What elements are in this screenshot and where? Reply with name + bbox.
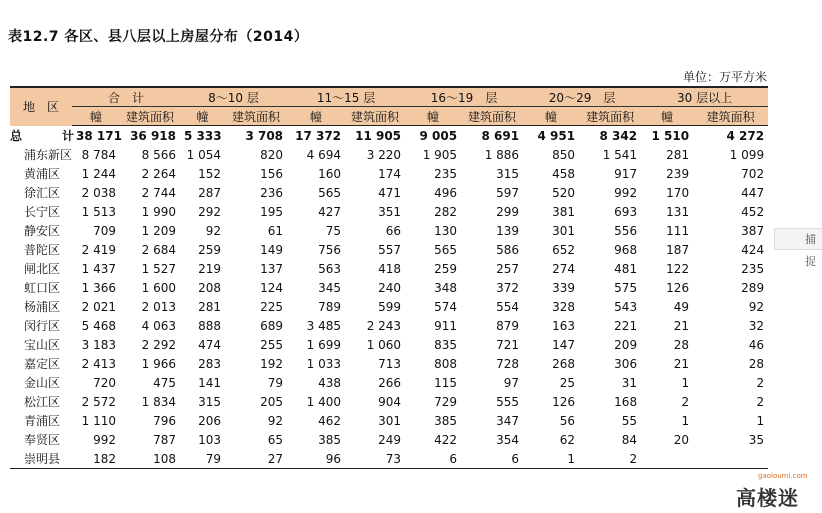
building-count-cell: 259 xyxy=(198,242,222,257)
building-count-cell: 808 xyxy=(434,356,458,371)
floor-area-cell: 28 xyxy=(748,356,765,371)
building-count-cell: 992 xyxy=(93,432,116,447)
building-count-cell: 292 xyxy=(198,204,222,219)
table-row xyxy=(10,392,768,411)
floor-area-cell: 124 xyxy=(260,280,284,295)
floor-area-cell: 475 xyxy=(153,375,177,390)
building-count-cell: 652 xyxy=(552,242,576,257)
floor-area-cell: 2 xyxy=(756,394,765,409)
table-row xyxy=(10,164,768,183)
floor-area-cell: 2 264 xyxy=(141,166,177,181)
building-count-cell: 49 xyxy=(673,299,690,314)
floor-area-cell: 11 905 xyxy=(355,128,402,143)
floor-area-cell: 2 243 xyxy=(366,318,402,333)
building-count-cell: 141 xyxy=(198,375,222,390)
building-count-cell: 835 xyxy=(434,337,458,352)
floor-area-cell: 3 220 xyxy=(366,147,402,162)
floor-area-cell: 55 xyxy=(621,413,638,428)
building-count-cell: 1 366 xyxy=(81,280,116,295)
floor-area-cell: 4 063 xyxy=(141,318,177,333)
region-name: 浦东新区 xyxy=(24,148,73,162)
table-row xyxy=(10,354,768,373)
floor-area-cell: 31 xyxy=(621,375,638,390)
building-count-cell: 496 xyxy=(434,185,458,200)
building-count-cell: 438 xyxy=(318,375,342,390)
building-count-cell: 96 xyxy=(287,449,345,469)
floor-area-cell: 209 xyxy=(614,337,638,352)
building-count-cell: 122 xyxy=(666,261,690,276)
floor-area-cell: 240 xyxy=(378,280,402,295)
floor-area-cell: 728 xyxy=(496,356,520,371)
side-capture-tab[interactable]: 捕捉 xyxy=(774,228,822,250)
building-count-cell: 563 xyxy=(318,261,342,276)
floor-area-cell: 221 xyxy=(614,318,638,333)
floor-area-cell: 97 xyxy=(503,375,520,390)
floor-area-cell: 2 684 xyxy=(141,242,177,257)
group-header: 合 计 xyxy=(72,87,180,107)
table-row xyxy=(10,297,768,316)
floor-area-cell: 917 xyxy=(614,166,638,181)
floor-area-cell: 556 xyxy=(614,223,638,238)
floor-area-cell: 424 xyxy=(741,242,765,257)
sub-header-count: 幢 xyxy=(523,107,579,126)
group-header: 8～10 层 xyxy=(180,87,287,107)
floor-area-cell: 721 xyxy=(496,337,520,352)
sub-header-count: 幢 xyxy=(405,107,461,126)
floor-area-cell: 92 xyxy=(748,299,765,314)
building-count-cell: 4 951 xyxy=(537,128,576,143)
floor-area-cell: 347 xyxy=(496,413,520,428)
building-count-cell: 38 171 xyxy=(76,128,122,143)
floor-area-cell: 108 xyxy=(120,449,180,469)
building-count-cell: 1 699 xyxy=(306,337,342,352)
building-count-cell: 385 xyxy=(434,413,458,428)
floor-area-cell: 1 834 xyxy=(141,394,177,409)
building-count-cell: 9 005 xyxy=(419,128,458,143)
floor-area-cell: 447 xyxy=(741,185,765,200)
floor-area-cell: 32 xyxy=(748,318,765,333)
building-count-cell: 268 xyxy=(552,356,576,371)
floor-area-cell: 299 xyxy=(496,204,520,219)
floor-area-cell: 139 xyxy=(496,223,520,238)
building-count-cell: 2 021 xyxy=(81,299,116,314)
region-name: 青浦区 xyxy=(24,414,61,428)
building-count-cell: 21 xyxy=(673,318,690,333)
building-count-cell: 520 xyxy=(552,185,576,200)
region-name: 嘉定区 xyxy=(24,357,61,371)
table-row xyxy=(10,373,768,392)
building-count-cell: 2 419 xyxy=(81,242,116,257)
floor-area-cell: 192 xyxy=(260,356,284,371)
building-count-cell: 6 xyxy=(405,449,461,469)
building-count-cell: 474 xyxy=(198,337,222,352)
building-count-cell: 17 372 xyxy=(295,128,342,143)
building-count-cell: 315 xyxy=(198,394,222,409)
floor-area-cell: 1 060 xyxy=(366,337,402,352)
group-header: 30 层以上 xyxy=(641,87,768,107)
building-count-cell: 850 xyxy=(552,147,576,162)
building-count-cell: 287 xyxy=(198,185,222,200)
floor-area-cell: 481 xyxy=(614,261,638,276)
building-count-cell: 1 xyxy=(523,449,579,469)
floor-area-cell: 255 xyxy=(260,337,284,352)
building-count-cell: 1 905 xyxy=(422,147,458,162)
building-count-cell: 281 xyxy=(198,299,222,314)
floor-area-cell: 575 xyxy=(614,280,638,295)
sub-header-area: 建筑面积 xyxy=(120,107,180,126)
floor-area-cell: 372 xyxy=(496,280,520,295)
building-count-cell: 462 xyxy=(318,413,342,428)
building-count-cell: 163 xyxy=(552,318,576,333)
building-count-cell: 381 xyxy=(552,204,576,219)
table-row xyxy=(10,240,768,259)
floor-area-cell: 236 xyxy=(260,185,284,200)
building-count-cell: 160 xyxy=(318,166,342,181)
floor-area-cell: 713 xyxy=(378,356,402,371)
floor-area-cell: 6 xyxy=(461,449,523,469)
region-name: 松江区 xyxy=(24,395,61,409)
floor-area-cell: 66 xyxy=(385,223,402,238)
floor-area-cell: 992 xyxy=(614,185,638,200)
building-count-cell: 219 xyxy=(198,261,222,276)
building-count-cell: 79 xyxy=(180,449,225,469)
building-count-cell: 888 xyxy=(198,318,222,333)
building-count-cell: 282 xyxy=(434,204,458,219)
floor-area-cell: 796 xyxy=(153,413,177,428)
building-count-cell: 2 572 xyxy=(81,394,116,409)
floor-area-cell: 387 xyxy=(741,223,765,238)
building-count-cell: 301 xyxy=(552,223,576,238)
building-count-cell: 565 xyxy=(434,242,458,257)
building-count-cell: 283 xyxy=(198,356,222,371)
building-count-cell: 75 xyxy=(325,223,342,238)
floor-area-cell: 693 xyxy=(614,204,638,219)
floor-area-cell: 249 xyxy=(378,432,402,447)
group-header: 20～29 层 xyxy=(523,87,641,107)
floor-area-cell: 452 xyxy=(741,204,765,219)
table-row xyxy=(10,221,768,240)
building-count-cell: 208 xyxy=(198,280,222,295)
table-row xyxy=(10,335,768,354)
floor-area-cell: 46 xyxy=(748,337,765,352)
floor-area-cell: 225 xyxy=(260,299,284,314)
floor-area-cell: 205 xyxy=(260,394,284,409)
floor-area-cell: 36 918 xyxy=(130,128,177,143)
building-count-cell: 385 xyxy=(318,432,342,447)
region-name: 静安区 xyxy=(24,224,61,238)
building-count-cell: 574 xyxy=(434,299,458,314)
floor-area-cell: 195 xyxy=(260,204,284,219)
building-count-cell: 339 xyxy=(552,280,576,295)
total-row xyxy=(10,126,768,146)
floor-area-cell: 418 xyxy=(378,261,402,276)
building-count-cell: 92 xyxy=(205,223,222,238)
region-name: 长宁区 xyxy=(24,205,61,219)
floor-area-cell: 174 xyxy=(378,166,402,181)
unit-label: 单位：万平方米 xyxy=(683,70,768,84)
building-count-cell: 8 784 xyxy=(81,147,116,162)
building-count-cell: 2 xyxy=(681,394,690,409)
region-name: 崇明县 xyxy=(10,449,72,469)
building-count-cell: 1 437 xyxy=(81,261,116,276)
region-name: 宝山区 xyxy=(24,338,61,352)
floor-area-cell: 1 099 xyxy=(729,147,765,162)
building-count-cell: 187 xyxy=(666,242,690,257)
floor-area-cell: 168 xyxy=(614,394,638,409)
floor-area-cell: 315 xyxy=(496,166,520,181)
building-count-cell: 328 xyxy=(552,299,576,314)
sub-header-count: 幢 xyxy=(641,107,693,126)
floor-area-cell: 1 541 xyxy=(602,147,638,162)
building-count-cell: 729 xyxy=(434,394,458,409)
building-count-cell: 235 xyxy=(434,166,458,181)
floor-area-cell: 3 708 xyxy=(245,128,284,143)
building-count-cell: 111 xyxy=(666,223,690,238)
sub-header-area: 建筑面积 xyxy=(461,107,523,126)
building-count-cell: 21 xyxy=(673,356,690,371)
building-count-cell: 28 xyxy=(673,337,690,352)
region-name: 杨浦区 xyxy=(24,300,61,314)
region-name: 闵行区 xyxy=(24,319,61,333)
floor-area-cell: 904 xyxy=(378,394,402,409)
building-count-cell: 911 xyxy=(434,318,458,333)
housing-table xyxy=(10,86,768,469)
building-count-cell: 1 110 xyxy=(81,413,116,428)
sub-header-area: 建筑面积 xyxy=(579,107,641,126)
table-row xyxy=(10,411,768,430)
sub-header-count: 幢 xyxy=(180,107,225,126)
building-count-cell: 182 xyxy=(72,449,120,469)
region-name: 黄浦区 xyxy=(24,167,61,181)
floor-area-cell: 820 xyxy=(260,147,284,162)
table-row xyxy=(10,316,768,335)
table-row xyxy=(10,430,768,449)
floor-area-cell: 79 xyxy=(267,375,284,390)
floor-area-cell: 1 209 xyxy=(141,223,177,238)
building-count-cell: 1 400 xyxy=(306,394,342,409)
building-count-cell: 2 038 xyxy=(81,185,116,200)
building-count-cell: 458 xyxy=(552,166,576,181)
floor-area-cell: 65 xyxy=(267,432,284,447)
building-count-cell: 348 xyxy=(434,280,458,295)
building-count-cell: 1 513 xyxy=(81,204,116,219)
building-count-cell: 239 xyxy=(666,166,690,181)
floor-area-cell: 2 013 xyxy=(141,299,177,314)
building-count-cell: 720 xyxy=(93,375,116,390)
building-count-cell: 427 xyxy=(318,204,342,219)
building-count-cell: 1 054 xyxy=(186,147,222,162)
floor-area-cell: 879 xyxy=(496,318,520,333)
building-count-cell: 25 xyxy=(559,375,576,390)
region-name: 奉贤区 xyxy=(24,433,61,447)
floor-area-cell: 4 272 xyxy=(726,128,765,143)
floor-area-cell: 471 xyxy=(378,185,402,200)
region-name: 总 计 xyxy=(10,128,89,143)
floor-area-cell: 156 xyxy=(260,166,284,181)
building-count-cell: 5 333 xyxy=(184,128,222,143)
logo-sub: gaoloumi.com xyxy=(758,472,808,480)
building-count-cell: 3 485 xyxy=(306,318,342,333)
floor-area-cell: 235 xyxy=(741,261,765,276)
building-count-cell: 345 xyxy=(318,280,342,295)
building-count-cell: 4 694 xyxy=(306,147,342,162)
floor-area-cell: 702 xyxy=(741,166,765,181)
region-name: 普陀区 xyxy=(24,243,61,257)
floor-area-cell: 1 990 xyxy=(141,204,177,219)
logo-text: 高楼迷 xyxy=(736,486,799,510)
building-count-cell: 274 xyxy=(552,261,576,276)
watermark-logo xyxy=(736,472,808,511)
floor-area-cell: 73 xyxy=(345,449,405,469)
building-count-cell: 281 xyxy=(666,147,690,162)
page-title: 表12.7 各区、县八层以上房屋分布（2014） xyxy=(8,29,309,45)
floor-area-cell: 351 xyxy=(378,204,402,219)
floor-area-cell: 289 xyxy=(741,280,765,295)
floor-area-cell: 557 xyxy=(378,242,402,257)
building-count-cell: 1 244 xyxy=(81,166,116,181)
floor-area-cell: 599 xyxy=(378,299,402,314)
floor-area-cell: 61 xyxy=(267,223,284,238)
floor-area-cell: 1 886 xyxy=(484,147,520,162)
table-row xyxy=(10,278,768,297)
building-count-cell: 1 xyxy=(681,375,690,390)
building-count-cell: 130 xyxy=(434,223,458,238)
building-count-cell: 131 xyxy=(666,204,690,219)
floor-area-cell: 689 xyxy=(260,318,284,333)
building-count-cell: 62 xyxy=(559,432,576,447)
floor-area-cell: 555 xyxy=(496,394,520,409)
floor-area-cell: 1 600 xyxy=(141,280,177,295)
building-count-cell: 126 xyxy=(552,394,576,409)
building-count-cell: 422 xyxy=(434,432,458,447)
building-count-cell: 126 xyxy=(666,280,690,295)
floor-area-cell: 543 xyxy=(614,299,638,314)
building-count-cell: 1 510 xyxy=(651,128,690,143)
building-count-cell: 5 468 xyxy=(81,318,116,333)
floor-area-cell: 137 xyxy=(260,261,284,276)
table-body xyxy=(10,126,768,469)
sub-header-area: 建筑面积 xyxy=(225,107,287,126)
sub-header-area: 建筑面积 xyxy=(693,107,768,126)
region-name: 金山区 xyxy=(24,376,61,390)
floor-area-cell: 8 342 xyxy=(599,128,638,143)
floor-area-cell: 968 xyxy=(614,242,638,257)
floor-area-cell: 149 xyxy=(260,242,284,257)
building-count-cell: 115 xyxy=(434,375,458,390)
floor-area-cell: 301 xyxy=(378,413,402,428)
building-count-cell: 789 xyxy=(318,299,342,314)
building-count-cell xyxy=(641,449,693,469)
floor-area-cell: 354 xyxy=(496,432,520,447)
group-header: 16～19 层 xyxy=(405,87,523,107)
table-row xyxy=(10,183,768,202)
floor-area-cell: 2 xyxy=(579,449,641,469)
building-count-cell: 756 xyxy=(318,242,342,257)
floor-area-cell: 27 xyxy=(225,449,287,469)
building-count-cell: 565 xyxy=(318,185,342,200)
region-name: 闸北区 xyxy=(24,262,61,276)
floor-area-cell: 8 691 xyxy=(481,128,520,143)
region-name: 徐汇区 xyxy=(24,186,61,200)
building-count-cell: 56 xyxy=(559,413,576,428)
building-count-cell: 20 xyxy=(673,432,690,447)
floor-area-cell: 2 292 xyxy=(141,337,177,352)
building-count-cell: 2 413 xyxy=(81,356,116,371)
floor-area-cell: 306 xyxy=(614,356,638,371)
floor-area-cell: 554 xyxy=(496,299,520,314)
building-count-cell: 147 xyxy=(552,337,576,352)
table-row xyxy=(10,449,768,469)
floor-area-cell: 2 744 xyxy=(141,185,177,200)
floor-area-cell: 8 566 xyxy=(141,147,177,162)
sub-header-count: 幢 xyxy=(287,107,345,126)
floor-area-cell: 597 xyxy=(496,185,520,200)
building-count-cell: 1 xyxy=(681,413,690,428)
table-row xyxy=(10,145,768,164)
floor-area-cell: 1 527 xyxy=(141,261,177,276)
floor-area-cell: 586 xyxy=(496,242,520,257)
table-row xyxy=(10,259,768,278)
floor-area-cell: 92 xyxy=(267,413,284,428)
sub-header-area: 建筑面积 xyxy=(345,107,405,126)
floor-area-cell: 84 xyxy=(621,432,638,447)
group-header: 11～15 层 xyxy=(287,87,405,107)
floor-area-cell: 257 xyxy=(496,261,520,276)
floor-area-cell: 1 xyxy=(756,413,765,428)
building-count-cell: 259 xyxy=(434,261,458,276)
building-count-cell: 152 xyxy=(198,166,222,181)
floor-area-cell: 1 966 xyxy=(141,356,177,371)
table-row xyxy=(10,202,768,221)
floor-area-cell xyxy=(693,449,768,469)
floor-area-cell: 2 xyxy=(756,375,765,390)
region-name: 虹口区 xyxy=(24,281,61,295)
building-count-cell: 103 xyxy=(198,432,222,447)
floor-area-cell: 787 xyxy=(153,432,177,447)
floor-area-cell: 266 xyxy=(378,375,402,390)
building-count-cell: 206 xyxy=(198,413,222,428)
building-count-cell: 3 183 xyxy=(81,337,116,352)
building-count-cell: 1 033 xyxy=(306,356,342,371)
region-header: 地 区 xyxy=(10,87,72,126)
sub-header-count: 幢 xyxy=(72,107,120,126)
building-count-cell: 170 xyxy=(666,185,690,200)
building-count-cell: 709 xyxy=(93,223,116,238)
floor-area-cell: 35 xyxy=(748,432,765,447)
